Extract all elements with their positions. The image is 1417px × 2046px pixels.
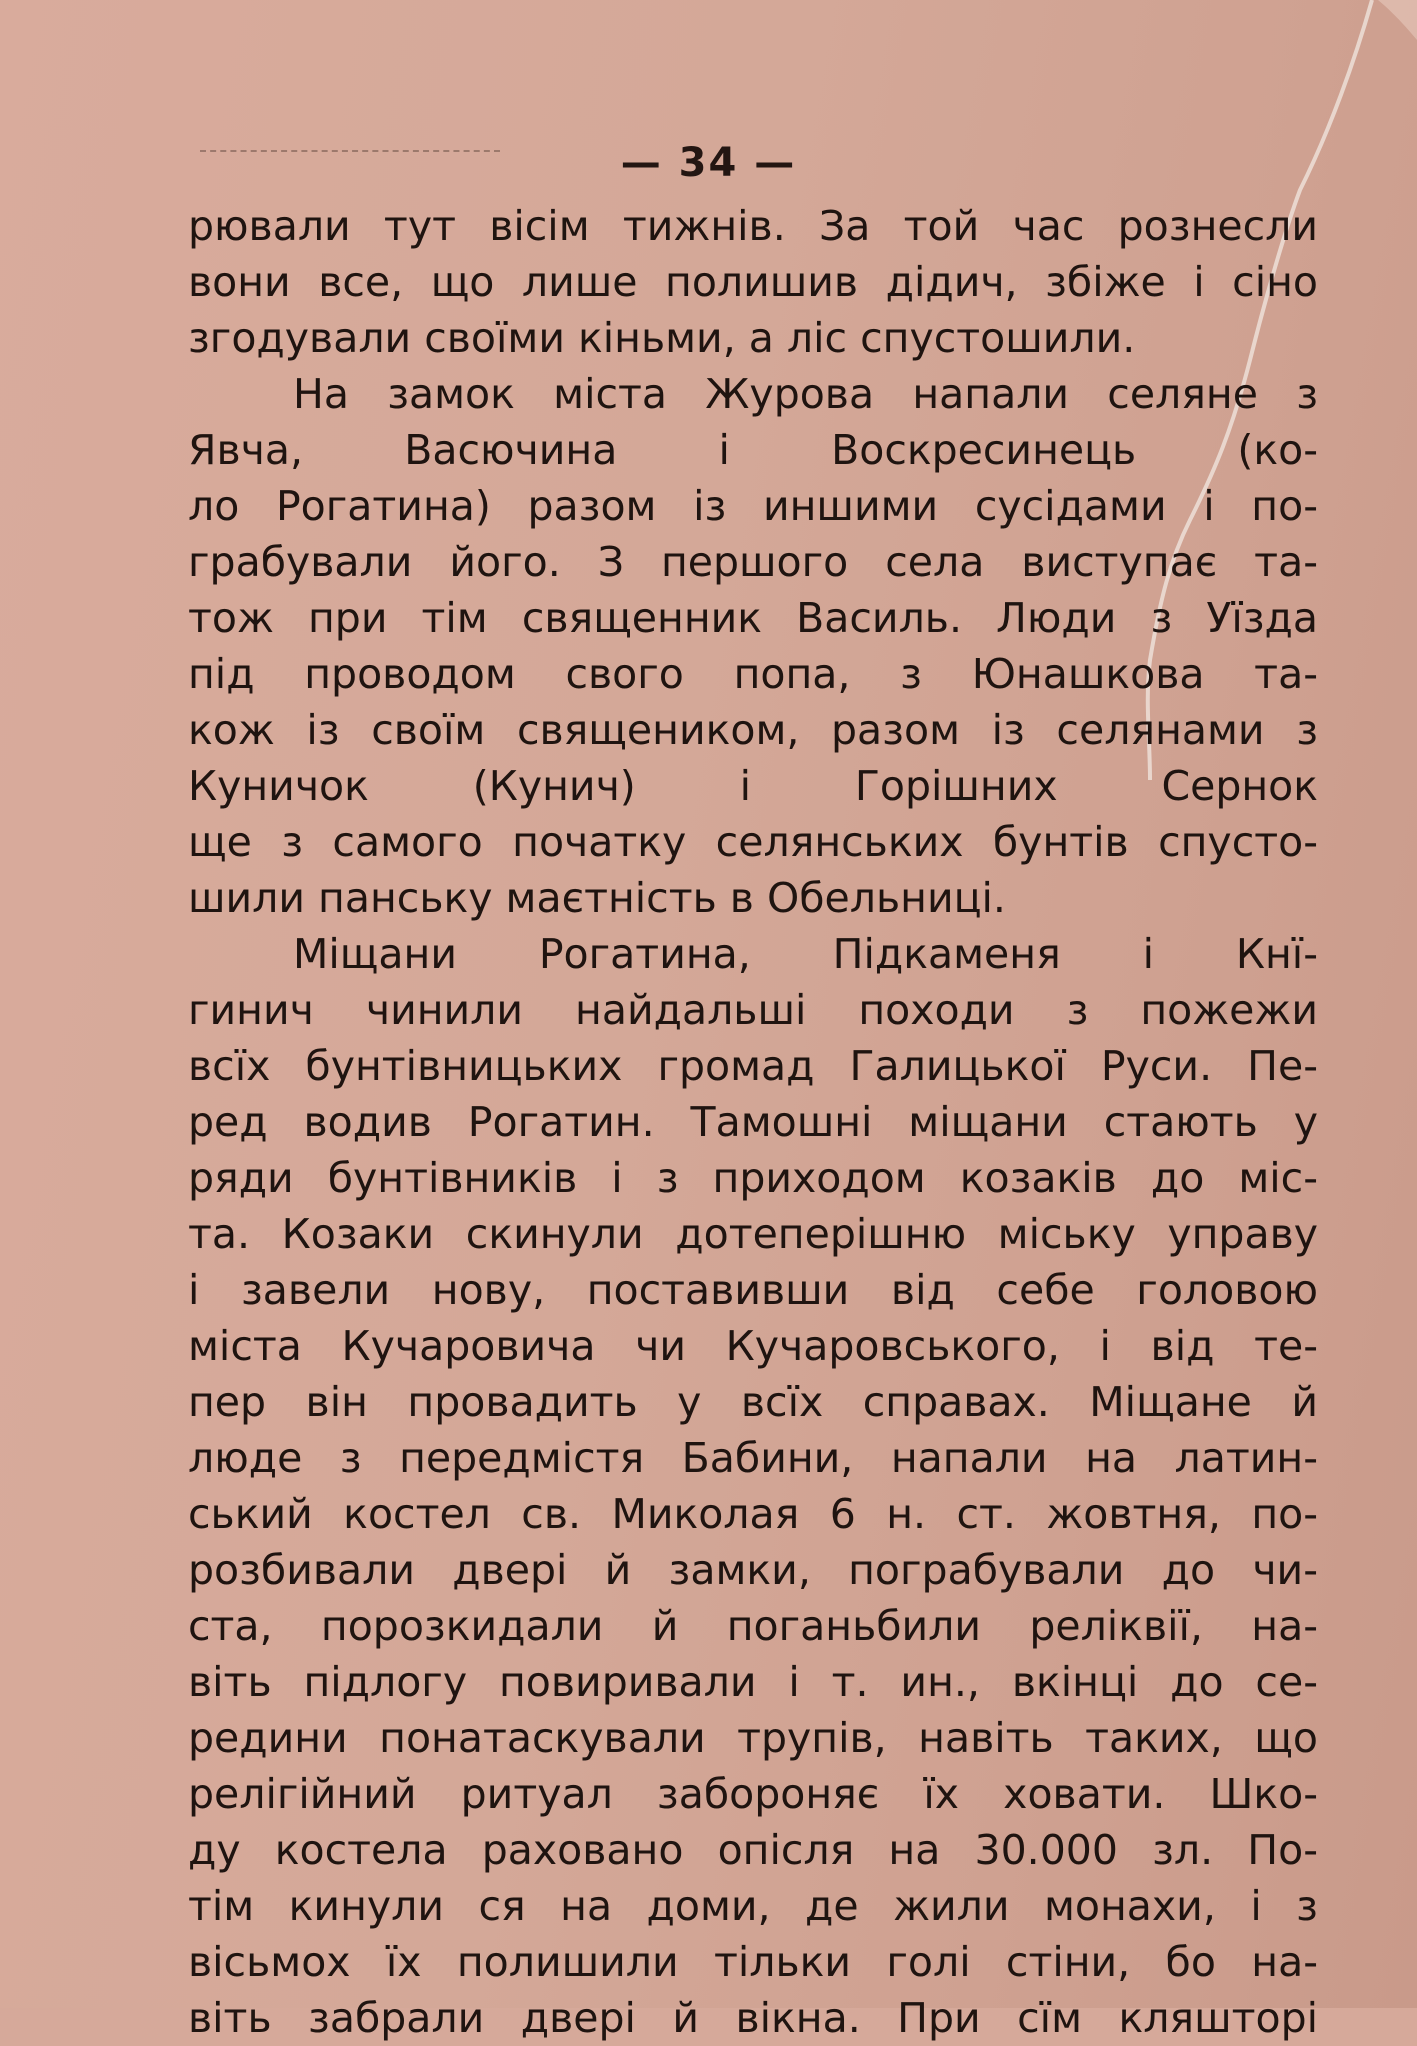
text-line: грабували його. З першого села виступає та- [188, 538, 1318, 586]
text-line: пер він провадить у всїх справах. Міщане й [188, 1378, 1318, 1426]
text-line: кож із своїм священиком, разом із селянами з [188, 706, 1318, 754]
text-line: ста, порозкидали й поганьбили реліквії, на- [188, 1602, 1318, 1650]
text-line: тож при тім священник Василь. Люди з Уїзда [188, 594, 1318, 642]
text-line: під проводом свого попа, з Юнашкова та- [188, 650, 1318, 698]
text-line: релігійний ритуал забороняє їх ховати. Шко- [188, 1770, 1318, 1818]
text-line: Куничок (Кунич) і Горішних Сернок [188, 762, 1318, 810]
text-line: ду костела раховано опісля на 30.000 зл. По- [188, 1826, 1318, 1874]
text-line: згодували своїми кіньми, а ліс спустошили. [188, 314, 1136, 362]
paragraph-start-line: Міщани Рогатина, Підкаменя і Кнї- [293, 930, 1318, 978]
text-line: вони все, що лише полишив дідич, збіже і сіно [188, 258, 1318, 306]
text-line: тім кинули ся на доми, де жили монахи, і з [188, 1882, 1318, 1930]
page-number: — 34 — [620, 140, 797, 186]
body-text [188, 198, 1318, 2046]
text-line: ряди бунтівників і з приходом козаків до міс- [188, 1154, 1318, 1202]
text-line: вісьмох їх полишили тільки голі стіни, бо на- [188, 1938, 1318, 1986]
text-line: редини понатаскували трупів, навіть таких, що [188, 1714, 1318, 1762]
text-line: міста Кучаровича чи Кучаровського, і від те- [188, 1322, 1318, 1370]
text-line: всїх бунтівницьких громад Галицької Руси. Пе- [188, 1042, 1318, 1090]
text-line: рювали тут вісім тижнів. За той час рознесли [188, 202, 1318, 250]
text-line: розбивали двері й замки, пограбували до чи- [188, 1546, 1318, 1594]
text-line: люде з передмістя Бабини, напали на латин- [188, 1434, 1318, 1482]
paragraph-start-line: На замок міста Журова напали селяне з [293, 370, 1318, 418]
text-line: шили панську маєтність в Обельниці. [188, 874, 1006, 922]
text-line: віть підлогу повиривали і т. ин., вкінці до се- [188, 1658, 1318, 1706]
text-line: гинич чинили найдальші походи з пожежи [188, 986, 1318, 1034]
text-line: ський костел св. Миколая 6 н. ст. жовтня, по- [188, 1490, 1318, 1538]
text-line: віть забрали двері й вікна. При сїм кляшторі [188, 1994, 1318, 2042]
text-line: ще з самого початку селянських бунтів спусто- [188, 818, 1318, 866]
text-line: і завели нову, поставивши від себе головою [188, 1266, 1318, 1314]
text-line: ло Рогатина) разом із иншими сусідами і по- [188, 482, 1318, 530]
text-line: та. Козаки скинули дотеперішню міську управу [188, 1210, 1318, 1258]
text-line: ред водив Рогатин. Тамошні міщани стають у [188, 1098, 1318, 1146]
text-line: Явча, Васючина і Воскресинець (ко- [188, 426, 1318, 474]
